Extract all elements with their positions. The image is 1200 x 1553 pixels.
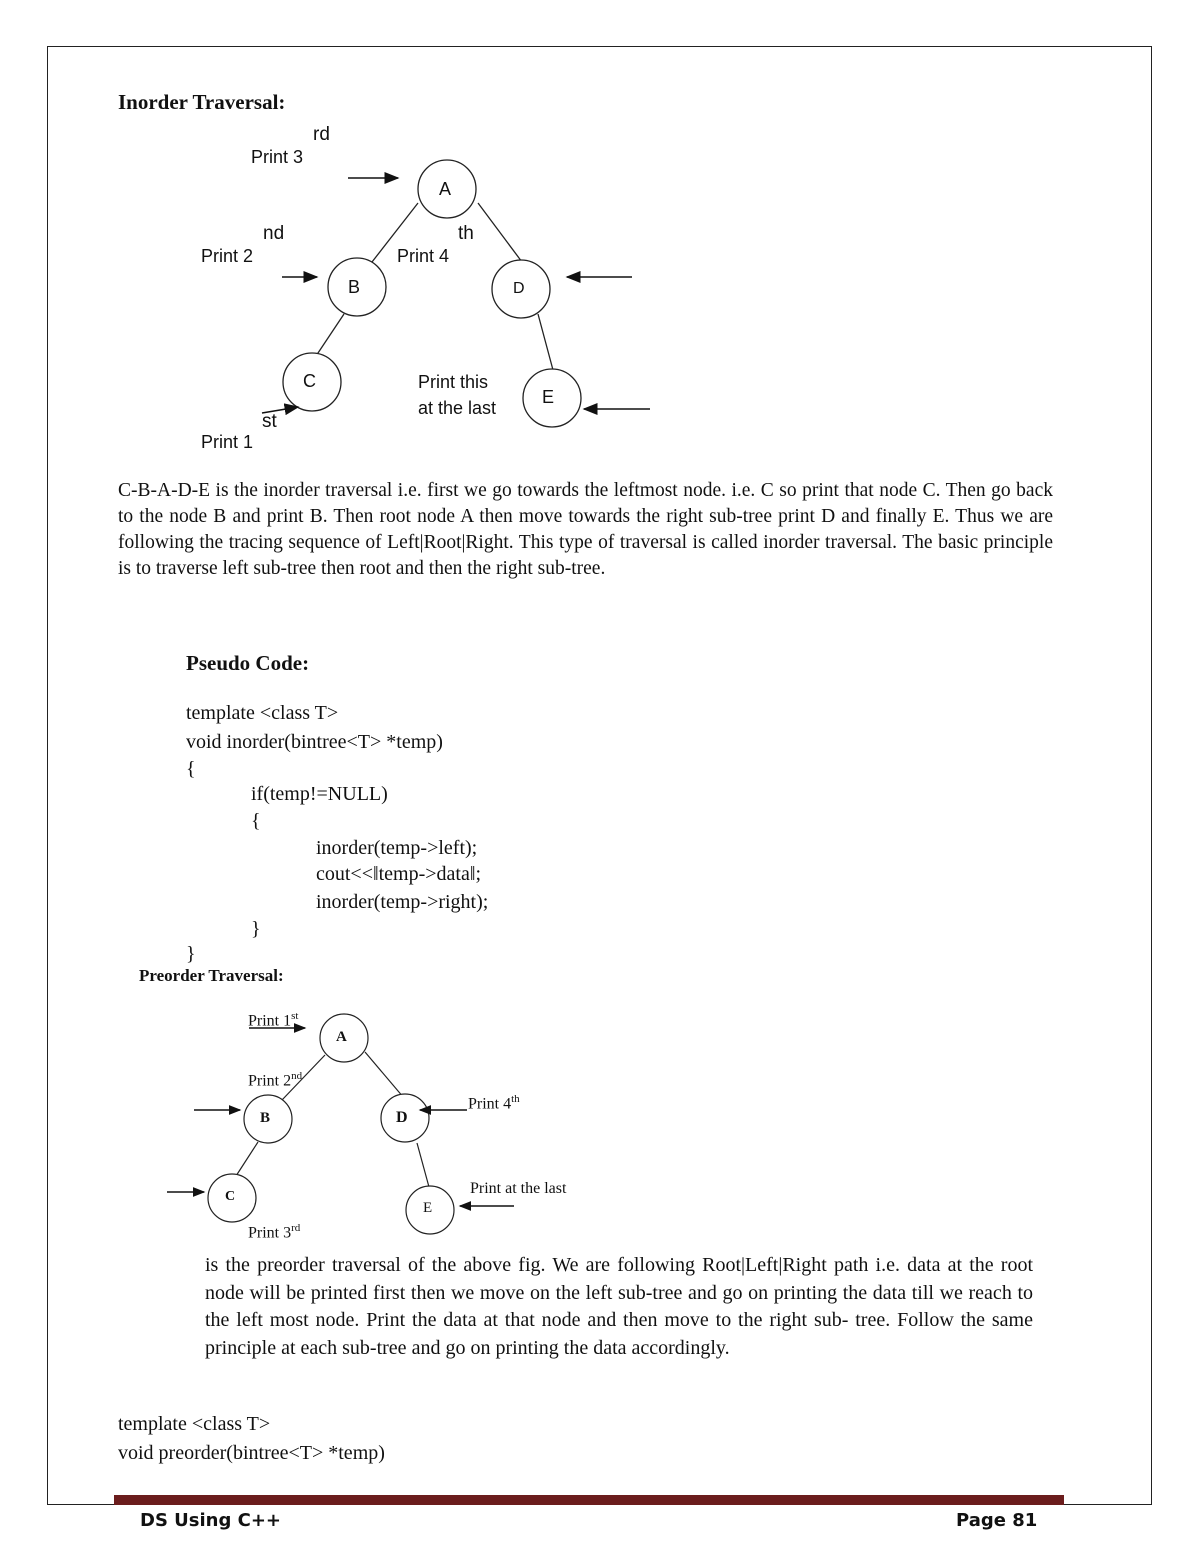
label-print-3: Print 3 <box>251 147 304 167</box>
pre-edge-a-d <box>365 1052 404 1098</box>
label-sup-nd: nd <box>263 223 285 244</box>
pre-label-print-2 <box>248 1070 302 1090</box>
preorder-code-line-2: void preorder(bintree<T> *temp) <box>118 1442 385 1464</box>
code-line-7: cout<<‖temp->data‖; <box>316 863 482 885</box>
code-line-1: template <class T> <box>186 702 339 724</box>
footer-page-number: Page 81 <box>956 1510 1038 1531</box>
pre-node-c-label: C <box>225 1189 236 1204</box>
node-d-label: D <box>513 280 525 297</box>
inorder-paragraph: C-B-A-D-E is the inorder traversal i.e. first we go towards the leftmost node. i.e. C so print that node C. Then go back to the node B and print B. Then root node A then move towards the right sub-tree print D and finally E. Thus we are following the tracing sequence of Left|Root|Right. This type of traversal is called inorder traversal. The basic principle is to traverse left sub-tree then root and then the right sub-tree. <box>118 480 1053 579</box>
node-a-label: A <box>439 179 452 199</box>
inorder-heading: Inorder Traversal: <box>118 90 286 114</box>
pre-label-print-1 <box>248 1010 298 1030</box>
label-print-last-1: Print this <box>418 372 489 392</box>
footer-left: DS Using C++ <box>140 1510 282 1531</box>
label-print-last-2: at the last <box>418 398 497 418</box>
label-print-1: Print 1 <box>201 432 254 452</box>
node-e-label: E <box>542 387 555 407</box>
pre-label-print-last: Print at the last <box>470 1180 567 1197</box>
pre-edge-d-e <box>417 1143 429 1187</box>
pre-label-sup-th: th <box>511 1093 520 1105</box>
code-line-3: { <box>186 758 196 780</box>
label-sup-rd: rd <box>313 124 330 145</box>
node-b-label: B <box>348 277 361 297</box>
pre-node-b-label: B <box>260 1110 271 1126</box>
preorder-code-line-1: template <class T> <box>118 1413 271 1435</box>
pre-node-a-label: A <box>336 1029 347 1045</box>
preorder-paragraph: is the preorder traversal of the above fig. We are following Root|Left|Right path i.e. data at the root node will be printed first then we move on the left sub-tree and go on printing the data till we reach to the left most node. Print the data at that node and then move to the right sub- tree. Follow the same principle at each sub-tree and go on printing the data accordingly. <box>205 1254 1033 1359</box>
pre-label-sup-st: st <box>291 1010 299 1022</box>
code-line-2: void inorder(bintree<T> *temp) <box>186 731 443 753</box>
code-line-5: { <box>251 810 261 832</box>
pre-node-d-label: D <box>396 1109 408 1126</box>
footer-bar <box>114 1495 1064 1505</box>
pre-label-print-4 <box>468 1093 520 1113</box>
code-line-4: if(temp!=NULL) <box>251 783 388 805</box>
pre-label-sup-rd: rd <box>291 1222 301 1234</box>
pre-edge-b-c <box>236 1142 258 1176</box>
label-print-2: Print 2 <box>201 246 254 266</box>
preorder-heading: Preorder Traversal: <box>139 966 284 985</box>
code-line-10: } <box>186 943 196 965</box>
node-c-label: C <box>303 371 316 391</box>
pre-node-e-label: E <box>423 1200 433 1216</box>
pre-label-print-3 <box>248 1222 300 1242</box>
code-line-6: inorder(temp->left); <box>316 837 478 859</box>
label-print-4: Print 4 <box>397 246 450 266</box>
pre-label-print-1-text: Print 1 <box>248 1012 292 1030</box>
pseudo-heading: Pseudo Code: <box>186 651 310 675</box>
pre-label-print-3-text: Print 3 <box>248 1224 292 1242</box>
label-sup-th: th <box>458 223 474 244</box>
code-line-9: } <box>251 918 261 940</box>
pre-label-print-4-text: Print 4 <box>468 1095 512 1113</box>
code-line-8: inorder(temp->right); <box>316 891 489 913</box>
pre-label-print-2-text: Print 2 <box>248 1072 292 1090</box>
label-sup-st: st <box>262 411 277 432</box>
pre-label-sup-nd: nd <box>291 1070 303 1082</box>
